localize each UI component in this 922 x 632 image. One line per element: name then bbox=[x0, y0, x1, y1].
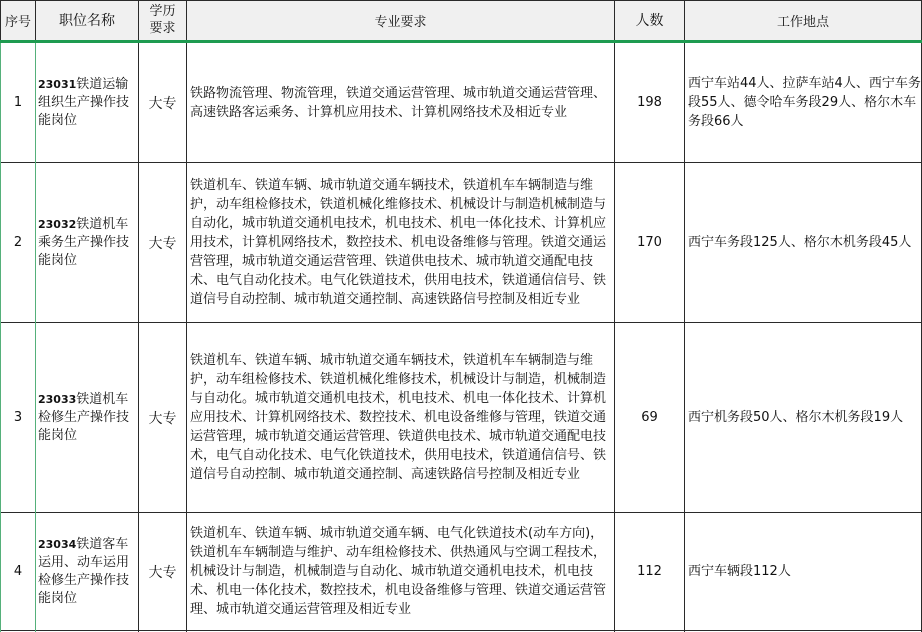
header-education[interactable]: 学历 要求 bbox=[139, 0, 186, 40]
cell-count[interactable] bbox=[615, 323, 684, 512]
selection-line bbox=[0, 40, 922, 43]
cell-seq[interactable] bbox=[1, 43, 35, 162]
location-text: 西宁车务段125人、格尔木机务段45人 bbox=[688, 235, 912, 250]
header-major[interactable]: 专业要求 bbox=[187, 0, 614, 40]
cell-location[interactable] bbox=[685, 43, 921, 162]
seq-text: 3 bbox=[13, 410, 23, 425]
count-text: 170 bbox=[637, 235, 662, 250]
cell-position[interactable] bbox=[36, 43, 138, 162]
major-text: 铁道机车、铁道车辆、城市轨道交通车辆、电气化铁道技术(动车方向)，铁道机车车辆制造与维护、动车组检修技术、供热通风与空调工程技术，机械设计与制造，机械制造与自动化、城市轨道交通机电技术，机电技术、机电一体化技术，数控技术，机电设备维修与管理、铁道交通运营管理、城市轨道交通运营管理及相近专业 bbox=[190, 526, 607, 617]
position-name bbox=[38, 391, 138, 445]
major-text: 铁路物流管理、物流管理，铁道交通运营管理、城市轨道交通运营管理、高速铁路客运乘务、计算机应用技术、计算机网络技术及相近专业 bbox=[190, 85, 607, 120]
education-text: 大专 bbox=[148, 235, 177, 252]
cell-count[interactable] bbox=[615, 513, 684, 630]
position-title: 铁道客车运用、动车运用检修生产操作技能岗位 bbox=[38, 536, 130, 606]
cell-major[interactable] bbox=[187, 513, 614, 630]
cell-education[interactable] bbox=[139, 513, 186, 630]
cell-education[interactable] bbox=[139, 163, 186, 322]
cell-position[interactable] bbox=[36, 163, 138, 322]
position-code: 23033 bbox=[38, 392, 77, 406]
cell-count[interactable] bbox=[615, 163, 684, 322]
seq-text: 2 bbox=[13, 235, 23, 250]
count-text: 69 bbox=[641, 410, 658, 425]
cell-position[interactable] bbox=[36, 513, 138, 630]
position-code: 23034 bbox=[38, 537, 77, 551]
position-code: 23031 bbox=[38, 77, 77, 91]
cell-education[interactable] bbox=[139, 323, 186, 512]
header-position[interactable]: 职位名称 bbox=[36, 0, 138, 40]
cell-seq[interactable] bbox=[1, 323, 35, 512]
cell-education[interactable] bbox=[139, 43, 186, 162]
cell-location[interactable] bbox=[685, 163, 921, 322]
location-text: 西宁机务段50人、格尔木机务段19人 bbox=[688, 410, 904, 425]
header-seq[interactable]: 序号 bbox=[1, 0, 35, 40]
education-text: 大专 bbox=[148, 95, 177, 112]
count-text: 198 bbox=[637, 95, 662, 110]
count-text: 112 bbox=[637, 564, 662, 579]
cell-position[interactable] bbox=[36, 323, 138, 512]
cell-major[interactable] bbox=[187, 163, 614, 322]
education-text: 大专 bbox=[148, 564, 177, 581]
seq-text: 1 bbox=[13, 95, 23, 110]
cell-location[interactable] bbox=[685, 323, 921, 512]
seq-text: 4 bbox=[13, 564, 23, 579]
cell-seq[interactable] bbox=[1, 513, 35, 630]
cell-major[interactable] bbox=[187, 323, 614, 512]
education-text: 大专 bbox=[148, 410, 177, 427]
cell-location[interactable] bbox=[685, 513, 921, 630]
position-name bbox=[38, 76, 138, 130]
position-code: 23032 bbox=[38, 217, 77, 231]
header-location[interactable]: 工作地点 bbox=[685, 0, 921, 40]
position-title: 铁道机车检修生产操作技能岗位 bbox=[38, 391, 130, 443]
location-text: 西宁车辆段112人 bbox=[688, 564, 791, 579]
cell-seq[interactable] bbox=[1, 163, 35, 322]
position-title: 铁道运输组织生产操作技能岗位 bbox=[38, 76, 130, 128]
cell-count[interactable] bbox=[615, 43, 684, 162]
position-name bbox=[38, 216, 138, 270]
header-count[interactable]: 人数 bbox=[615, 0, 684, 40]
position-name bbox=[38, 536, 138, 608]
position-title: 铁道机车乘务生产操作技能岗位 bbox=[38, 216, 130, 268]
major-text: 铁道机车、铁道车辆、城市轨道交通车辆技术，铁道机车车辆制造与维护，动车组检修技术、铁道机械化维修技术，机械设计与制造，机械制造与自动化。城市轨道交通机电技术，机电技术、机电一体化技术、计算机应用技术、计算机网络技术、数控技术、机电设备维修与管理，铁道交通运营管理，城市轨道交通运营管理、铁道供电技术、城市轨道交通配电技术，电气自动化技术、电气化铁道技术，供用电技术，铁道通信信号、铁道信号自动控制、城市轨道交通控制、高速铁路信号控制及相近专业 bbox=[190, 353, 607, 482]
major-text: 铁道机车、铁道车辆、城市轨道交通车辆技术，铁道机车车辆制造与维护，动车组检修技术，铁道机械化维修技术、机械设计与制造机械制造与自动化，城市轨道交通机电技术，机电技术、机电一体化技术、计算机应用技术，计算机网络技术，数控技术、机电设备维修与管理。铁道交通运营管理，城市轨道交通运营管理、铁道供电技术、城市轨道交通配电技术、电气自动化技术。电气化铁道技术，供用电技术，铁道通信信号、铁道信号自动控制、城市轨道交通控制、高速铁路信号控制及相近专业 bbox=[190, 178, 607, 307]
location-text: 西宁车站44人、拉萨车站4人、西宁车务段55人、德令哈车务段29人、格尔木车务段66人 bbox=[688, 76, 921, 129]
cell-major[interactable] bbox=[187, 43, 614, 162]
